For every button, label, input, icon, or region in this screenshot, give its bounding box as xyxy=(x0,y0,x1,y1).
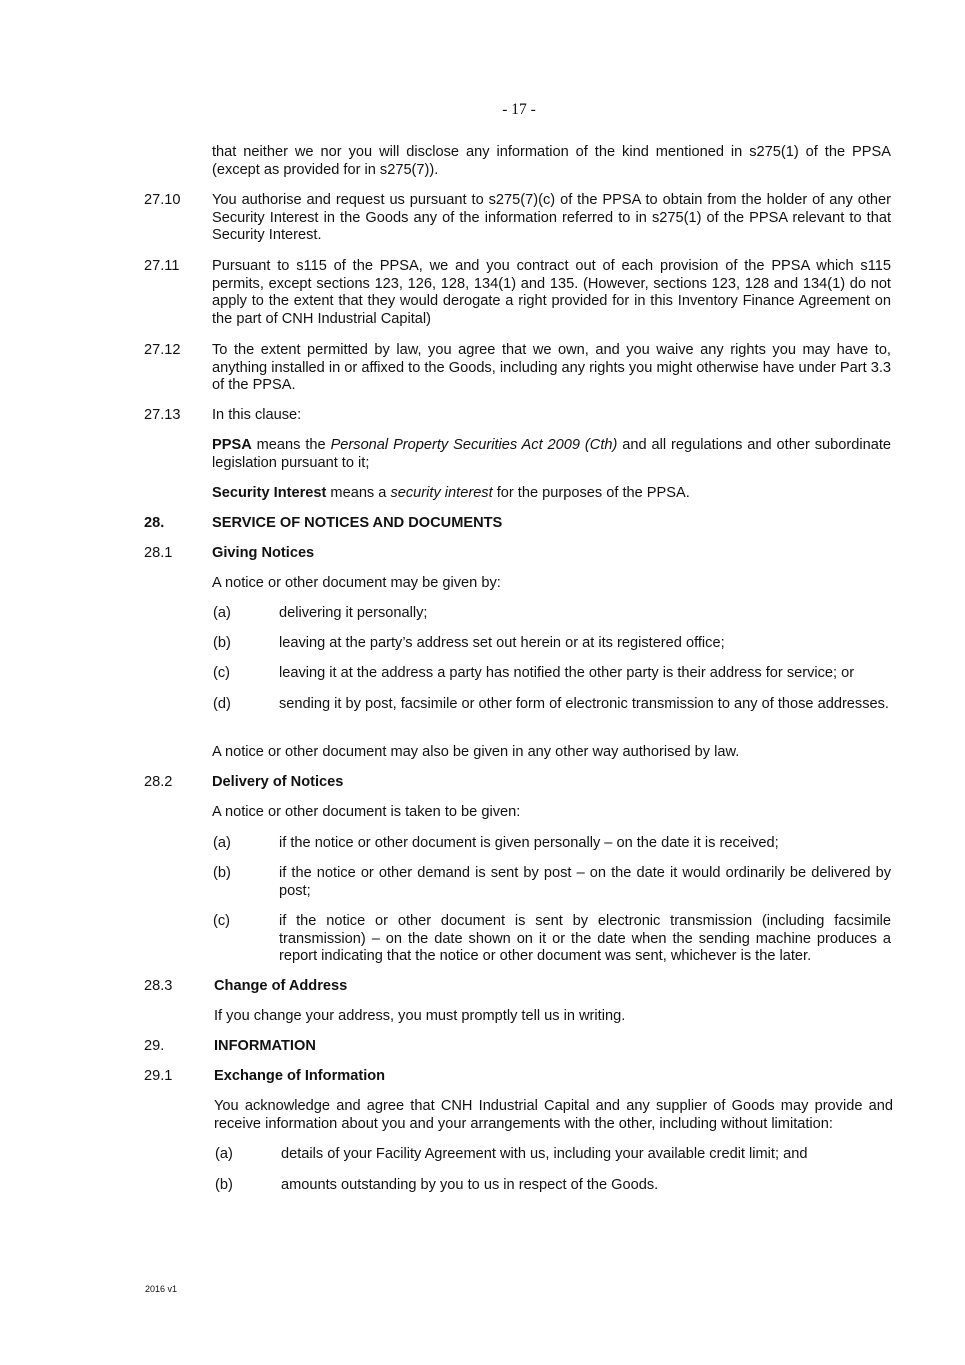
list-item: if the notice or other demand is sent by post – on the date it would ordinarily be delivered by post; xyxy=(279,865,891,899)
list-item: if the notice or other document is given personally – on the date it is received; xyxy=(279,835,779,851)
list-label: (c) xyxy=(213,913,231,929)
clause-text: Pursuant to s115 of the PPSA, we and you contract out of each provision of the PPSA which s115 permits, except sections 123, 126, 128, 134(1) and 135. (However, sections 123, 128 and 134(1) do not apply to the extent that they would derogate a right provided for in this Inventory Finance Agreement on the part of CNH Industrial Capital) xyxy=(212,258,891,327)
list-label: (d) xyxy=(213,696,231,712)
definition-security-interest xyxy=(212,485,891,503)
footer-version: 2016 v1 xyxy=(145,1284,178,1294)
clause-text: In this clause: xyxy=(212,407,302,423)
subsection-outro: A notice or other document may also be given in any other way authorised by law. xyxy=(212,744,740,760)
definition-term: Security Interest xyxy=(212,485,327,501)
clause-number: 27.12 xyxy=(144,342,181,358)
list-item: leaving it at the address a party has notified the other party is their address for service; or xyxy=(279,665,855,681)
subsection-intro: A notice or other document may be given by: xyxy=(212,575,501,591)
section-number: 29. xyxy=(144,1038,165,1054)
definition-act-name: Personal Property Securities Act 2009 (Cth) xyxy=(330,437,618,453)
list-label: (b) xyxy=(213,635,231,651)
list-item: if the notice or other document is sent by electronic transmission (including facsimile transmission) – on the date shown on it or the date when the sending machine produces a report indicating that the notice or other document was sent, whichever is the later. xyxy=(279,913,891,965)
list-item: amounts outstanding by you to us in respect of the Goods. xyxy=(281,1177,659,1193)
subsection-intro: A notice or other document is taken to be given: xyxy=(212,804,521,820)
list-label: (a) xyxy=(215,1146,233,1162)
clause-text: You authorise and request us pursuant to s275(7)(c) of the PPSA to obtain from the holder of any other Security Interest in the Goods any of the information referred to in s275(1) of the PPSA relevant to that Security Interest. xyxy=(212,192,891,244)
page-number: - 17 - xyxy=(502,101,536,118)
list-item: sending it by post, facsimile or other form of electronic transmission to any of those addresses. xyxy=(279,696,889,712)
list-label: (a) xyxy=(213,605,231,621)
clause-number: 27.11 xyxy=(144,258,180,274)
section-title: SERVICE OF NOTICES AND DOCUMENTS xyxy=(212,515,503,531)
list-label: (c) xyxy=(213,665,231,681)
list-label: (a) xyxy=(213,835,231,851)
subsection-title: Giving Notices xyxy=(212,545,315,561)
subsection-number: 28.2 xyxy=(144,774,173,790)
definition-term: PPSA xyxy=(212,437,252,453)
subsection-intro: You acknowledge and agree that CNH Industrial Capital and any supplier of Goods may provide and receive information about you and your arrangements with the other, including without limitation: xyxy=(214,1098,893,1132)
definition-text: for the purposes of the PPSA. xyxy=(492,485,690,501)
clause-number: 27.10 xyxy=(144,192,181,208)
intro-paragraph: that neither we nor you will disclose any information of the kind mentioned in s275(1) of the PPSA (except as provided for in s275(7)). xyxy=(212,144,891,178)
subsection-text: If you change your address, you must promptly tell us in writing. xyxy=(214,1008,626,1024)
definition-text: means a xyxy=(326,485,391,501)
subsection-title: Exchange of Information xyxy=(214,1068,386,1084)
section-title: INFORMATION xyxy=(214,1038,316,1054)
list-item: delivering it personally; xyxy=(279,605,428,621)
list-item: leaving at the party’s address set out herein or at its registered office; xyxy=(279,635,725,651)
subsection-title: Change of Address xyxy=(214,978,348,994)
list-item: details of your Facility Agreement with us, including your available credit limit; and xyxy=(281,1146,808,1162)
clause-number: 27.13 xyxy=(144,407,181,423)
subsection-number: 29.1 xyxy=(144,1068,173,1084)
definition-text: and all regulations and other subordinate legislation pursuant to it; xyxy=(212,437,891,471)
subsection-number: 28.3 xyxy=(144,978,173,994)
clause-text: To the extent permitted by law, you agree that we own, and you waive any rights you may have to, anything installed in or affixed to the Goods, including any rights you might otherwise have under Part 3.3 of the PPSA. xyxy=(212,342,891,394)
subsection-title: Delivery of Notices xyxy=(212,774,344,790)
list-label: (b) xyxy=(215,1177,233,1193)
definition-italic: security interest xyxy=(390,485,493,501)
definition-text: means the xyxy=(251,437,331,453)
section-number: 28. xyxy=(144,515,165,531)
subsection-number: 28.1 xyxy=(144,545,173,561)
definition-ppsa xyxy=(212,437,891,472)
list-label: (b) xyxy=(213,865,231,881)
